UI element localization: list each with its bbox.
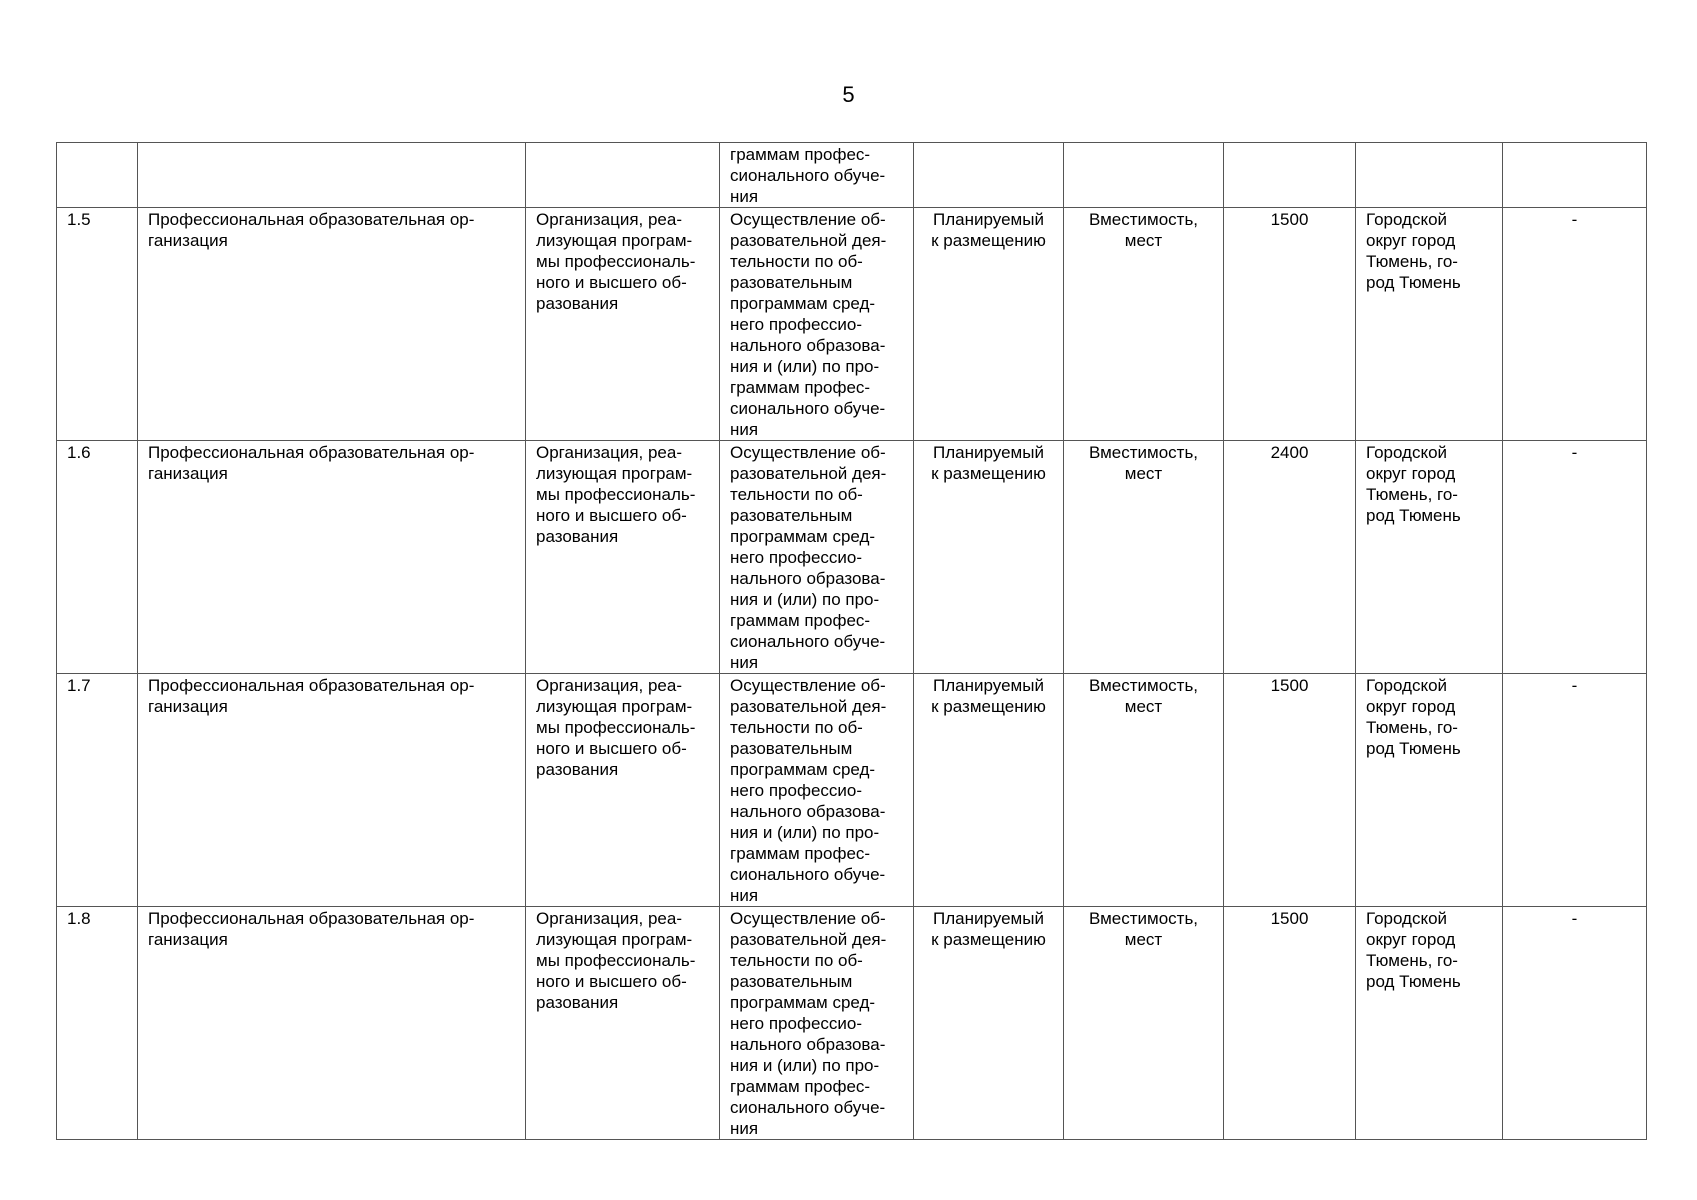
location-cell: Городской округ город Тюмень, го- род Тюмень [1356,674,1503,907]
organization-type: Организация, реа- лизующая програм- мы профессиональ- ного и высшего об- разования [526,441,720,674]
table-cell [1224,143,1356,208]
organization-type: Организация, реа- лизующая програм- мы профессиональ- ного и высшего об- разования [526,907,720,1140]
table-cell [526,143,720,208]
table-row [57,674,1647,907]
activity-description: Осуществление об- разовательной дея- тельности по об- разовательным программам сред- него профессио- нального образова- ния и (или) по про- граммам профес- сионального обуче- ния [720,441,914,674]
organization-type: Организация, реа- лизующая програм- мы профессиональ- ного и высшего об- разования [526,674,720,907]
object-type: Профессиональная образовательная ор- ганизация [138,208,526,441]
parameter-cell: Вместимость, мест [1064,441,1224,674]
activity-description: Осуществление об- разовательной дея- тельности по об- разовательным программам сред- него профессио- нального образова- ния и (или) по про- граммам профес- сионального обуче- ния [720,208,914,441]
parameter-cell: Вместимость, мест [1064,674,1224,907]
table-cell [1356,143,1503,208]
value-cell: 1500 [1224,208,1356,441]
value-cell: 2400 [1224,441,1356,674]
table-row [57,208,1647,441]
object-type: Профессиональная образовательная ор- ганизация [138,907,526,1140]
row-number: 1.8 [57,907,138,1140]
zone-cell: - [1503,208,1647,441]
row-number: 1.5 [57,208,138,441]
zone-cell: - [1503,674,1647,907]
value-cell: 1500 [1224,907,1356,1140]
status-cell: Планируемый к размещению [914,907,1064,1140]
zone-cell: - [1503,907,1647,1140]
table-cell [914,143,1064,208]
object-type: Профессиональная образовательная ор- ганизация [138,441,526,674]
status-cell: Планируемый к размещению [914,441,1064,674]
table-row [57,907,1647,1140]
table-cell [138,143,526,208]
objects-table [56,142,1647,1140]
object-type: Профессиональная образовательная ор- ганизация [138,674,526,907]
table-cell [1064,143,1224,208]
value-cell: 1500 [1224,674,1356,907]
table-row [57,441,1647,674]
row-number: 1.7 [57,674,138,907]
location-cell: Городской округ город Тюмень, го- род Тюмень [1356,907,1503,1140]
continuation-row [57,143,1647,208]
location-cell: Городской округ город Тюмень, го- род Тюмень [1356,208,1503,441]
parameter-cell: Вместимость, мест [1064,907,1224,1140]
table-cell: граммам профес- сионального обуче- ния [720,143,914,208]
status-cell: Планируемый к размещению [914,674,1064,907]
parameter-cell: Вместимость, мест [1064,208,1224,441]
organization-type: Организация, реа- лизующая програм- мы профессиональ- ного и высшего об- разования [526,208,720,441]
row-number: 1.6 [57,441,138,674]
table-cell [1503,143,1647,208]
location-cell: Городской округ город Тюмень, го- род Тюмень [1356,441,1503,674]
zone-cell: - [1503,441,1647,674]
table-cell [57,143,138,208]
activity-description: Осуществление об- разовательной дея- тельности по об- разовательным программам сред- него профессио- нального образова- ния и (или) по про- граммам профес- сионального обуче- ния [720,907,914,1140]
page-number: 5 [842,82,855,107]
activity-description: Осуществление об- разовательной дея- тельности по об- разовательным программам сред- него профессио- нального образова- ния и (или) по про- граммам профес- сионального обуче- ния [720,674,914,907]
status-cell: Планируемый к размещению [914,208,1064,441]
